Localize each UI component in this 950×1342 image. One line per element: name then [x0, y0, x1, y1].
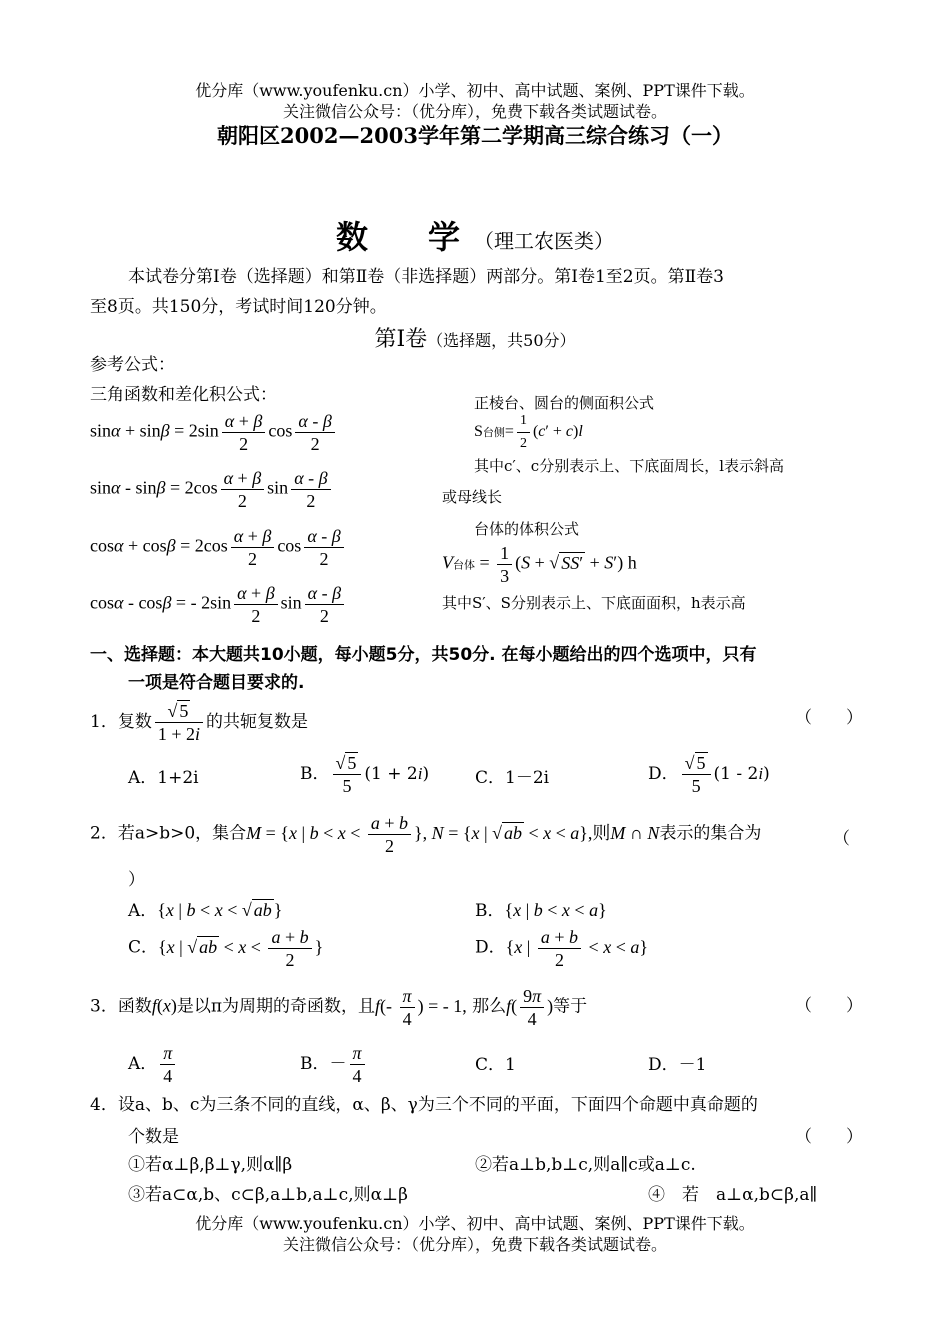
- q2-paren-open: （: [833, 829, 850, 849]
- q4-num: 4．: [90, 1095, 118, 1115]
- lateral-area-formula: S台侧= $\frac{1}{2}$ (c′ + c)l: [474, 410, 583, 455]
- trig-formula-label: 三角函数和差化积公式：: [90, 385, 277, 405]
- intro-line-2: 至8页。共150分，考试时间120分钟。: [90, 297, 387, 317]
- lateral-note-2: 或母线长: [442, 488, 503, 506]
- q1-num: 1．: [90, 712, 118, 732]
- q1-option-b: B． $\frac{√ 5}{5}$ (1 + 2i): [300, 753, 430, 796]
- q4-statement-2: ②若a⊥b,b⊥c,则a∥c或a⊥c.: [475, 1155, 696, 1175]
- volume-formula: V台体 = $\frac{1}{3}$ (S + √ SS′ + S′) h: [442, 543, 637, 586]
- q1-option-d: D． $\frac{√ 5}{5}$ (1 - 2i): [648, 753, 770, 796]
- q2-d-label: D．: [475, 937, 506, 958]
- question-2: 2．若a>b>0，集合M = {x | b < x < $\frac{a + b}{2}$ }, N = {x | √ ab < x < a},则M ∩ N表示的集合为: [90, 813, 762, 856]
- q4-answer-paren: （ ）: [795, 1127, 863, 1147]
- trig-formula-4: cosα - cosβ = - 2sin $\frac{\alpha + \beta}{2}$ sin $\frac{\alpha - \beta}{2}$: [90, 582, 347, 627]
- q1-option-c: C．1－2i: [475, 768, 550, 788]
- q4-statement-1: ①若α⊥β,β⊥γ,则α∥β: [128, 1155, 293, 1175]
- q1-d-label: D．: [648, 764, 679, 784]
- q3-text-c: 那么: [472, 996, 507, 1017]
- footer-line-2: 关注微信公众号：（优分库），免费下载各类试题试卷。: [282, 1235, 667, 1254]
- q3-option-d: D．－1: [648, 1055, 707, 1075]
- q4-line1: 设a、b、c为三条不同的直线，α、β、γ为三个不同的平面，下面四个命题中真命题的: [117, 1095, 758, 1115]
- volume-sub: 台体: [453, 559, 475, 572]
- q2-b-label: B．: [475, 901, 505, 921]
- q2-option-a: A．{x | b < x < √ ab }: [128, 900, 283, 921]
- lateral-s: S: [474, 423, 483, 441]
- volume-title: 台体的体积公式: [474, 520, 580, 538]
- lateral-note-1: 其中c′、c分别表示上、下底面周长，l表示斜高: [474, 457, 785, 475]
- q3-text-d: 等于: [553, 996, 588, 1017]
- part1-main: 第Ⅰ卷: [374, 327, 428, 352]
- intro-line-1: 本试卷分第Ⅰ卷（选择题）和第Ⅱ卷（非选择题）两部分。第Ⅰ卷1至2页。第Ⅱ卷3: [128, 267, 724, 287]
- trig-formula-2: sinα - sinβ = 2cos $\frac{\alpha + \beta}{2}$ sin $\frac{\alpha - \beta}{2}$: [90, 467, 334, 512]
- q4-line-2: 个数是: [128, 1127, 179, 1147]
- q2-a-label: A．: [128, 901, 158, 921]
- part1-heading: [0, 322, 950, 353]
- q2-option-d: D．{x | $\frac{a + b}{2}$ < x < a}: [475, 927, 648, 970]
- question-3: 3．函数f(x)是以π为周期的奇函数，且f(- $\frac{\pi}{4}$ ) = - 1, 那么f( $\frac{9\pi}{4}$ )等于: [90, 986, 588, 1029]
- q1-b-label: B．: [300, 764, 330, 784]
- section1-line-2: 一项是符合题目要求的.: [128, 673, 305, 693]
- footer-line-1: 优分库（www.youfenku.cn）小学、初中、高中试题、案例、PPT课件下载。: [195, 1214, 755, 1233]
- trig-formula-3: cosα + cosβ = 2cos $\frac{\alpha + \beta}{2}$ cos $\frac{\alpha - \beta}{2}$: [90, 525, 347, 570]
- q2-tail: 表示的集合为: [659, 823, 762, 844]
- q1-text-a: 复数: [117, 712, 152, 732]
- q2-paren-close: ）: [128, 870, 145, 890]
- q3-text-a: 函数: [117, 996, 152, 1017]
- section1-line-1: 一、选择题：本大题共10小题，每小题5分，共50分. 在每小题给出的四个选项中，只有: [90, 645, 757, 665]
- q4-statement-4: ④ 若 a⊥α,b⊂β,a∥: [648, 1185, 818, 1205]
- q3-a-label: A．: [128, 1054, 158, 1074]
- lateral-sub: 台侧: [482, 427, 505, 440]
- q3-text-b: 是以π为周期的奇函数，且: [176, 996, 376, 1017]
- q2-option-b: B．{x | b < x < a}: [475, 900, 607, 921]
- q3-b-label: B．－: [300, 1054, 347, 1074]
- q2-num: 2．: [90, 823, 118, 844]
- exam-title: 朝阳区2002—2003学年第二学期高三综合练习（一）: [217, 123, 733, 148]
- volume-note: 其中S′、S分别表示上、下底面面积，h表示高: [442, 594, 746, 612]
- question-4-line-1: [90, 1090, 758, 1120]
- q1-option-a: A．1+2i: [128, 768, 199, 788]
- q1-text-b: 的共轭复数是: [206, 712, 308, 732]
- trig-formula-1: sinα + sinβ = 2sin $\frac{\alpha + \beta}{2}$ cos $\frac{\alpha - \beta}{2}$: [90, 410, 338, 455]
- header-line-1: 优分库（www.youfenku.cn）小学、初中、高中试题、案例、PPT课件下载。: [195, 81, 755, 100]
- q3-option-b: B．－ $\frac{\pi}{4}$: [300, 1042, 368, 1087]
- q4-statement-3: ③若a⊂α,b、c⊂β,a⊥b,a⊥c,则α⊥β: [128, 1185, 408, 1205]
- q2-option-c: C．{x | √ ab < x < $\frac{a + b}{2}$ }: [128, 927, 324, 970]
- q3-option-a: A． $\frac{\pi}{4}$: [128, 1042, 178, 1087]
- subject-sub: （理工农医类）: [474, 229, 614, 253]
- q3-answer-paren: （ ）: [795, 996, 863, 1016]
- q1-answer-paren: （ ）: [795, 708, 863, 728]
- q2-c-label: C．: [128, 937, 159, 958]
- q2-text: 若a>b>0，集合: [117, 823, 247, 844]
- lateral-area-title: 正棱台、圆台的侧面积公式: [474, 394, 655, 412]
- q3-num: 3．: [90, 996, 118, 1017]
- question-1: 1．复数 $\frac{√ 5}{1 + 2i}$ 的共轭复数是: [90, 701, 308, 744]
- header-line-2: 关注微信公众号：（优分库），免费下载各类试题试卷。: [282, 102, 667, 121]
- part1-sub: （选择题，共50分）: [427, 331, 576, 350]
- q3-option-c: C．1: [475, 1055, 516, 1075]
- ref-formula-label: 参考公式：: [90, 355, 175, 375]
- subject-title: [0, 212, 950, 258]
- subject-main: 数 学: [335, 218, 474, 256]
